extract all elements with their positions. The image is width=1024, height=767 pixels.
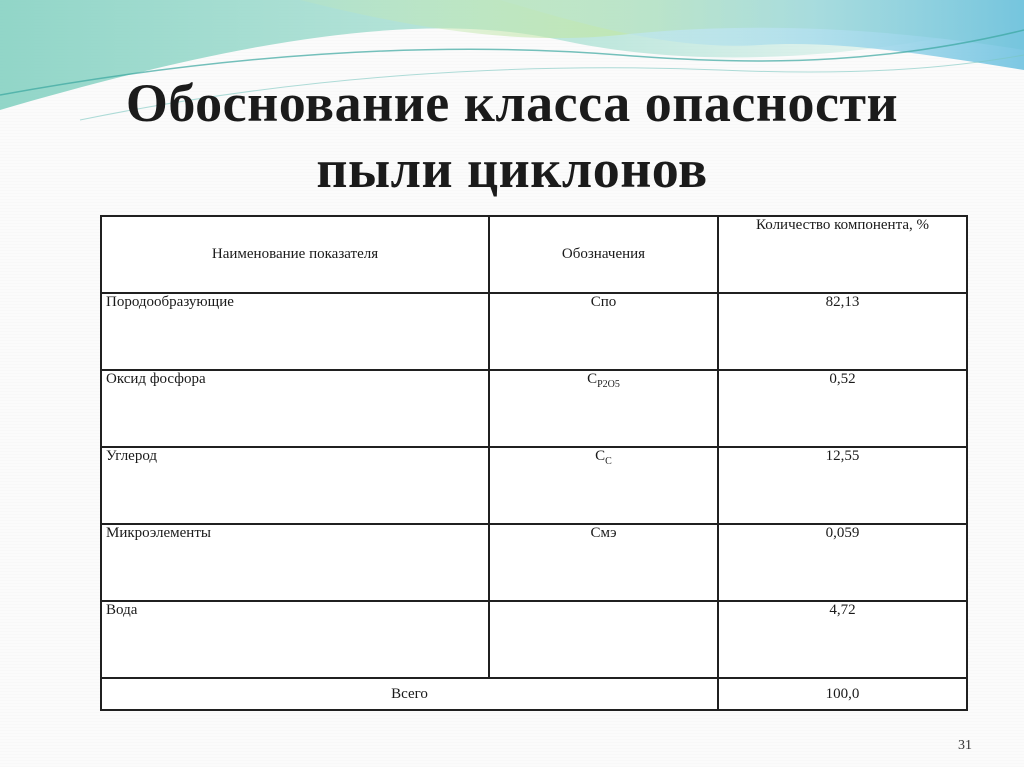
page-number: 31 (958, 738, 972, 753)
total-value: 100,0 (718, 678, 967, 710)
symbol-base: Спо (590, 294, 617, 310)
row-symbol (489, 293, 718, 370)
total-label: Всего (101, 678, 718, 710)
row-symbol (489, 524, 718, 601)
row-symbol (489, 447, 718, 524)
row-name: Породообразующие (101, 293, 489, 370)
table-row (101, 370, 967, 447)
row-amount: 82,13 (718, 293, 967, 370)
row-symbol (489, 601, 718, 678)
row-amount: 12,55 (718, 447, 967, 524)
row-name: Вода (101, 601, 489, 678)
row-name: Оксид фосфора (101, 370, 489, 447)
row-amount: 0,059 (718, 524, 967, 601)
table-total-row (101, 678, 967, 710)
row-amount: 4,72 (718, 601, 967, 678)
symbol-base: С (587, 371, 598, 387)
symbol-base: С (595, 448, 606, 464)
slide-title (0, 70, 1024, 202)
table-header-row (101, 216, 967, 293)
dust-composition-table (100, 215, 968, 711)
row-symbol (489, 370, 718, 447)
table-row (101, 447, 967, 524)
table-row (101, 524, 967, 601)
header-name: Наименование показателя (101, 216, 489, 293)
symbol-subscript: P2O5 (597, 379, 620, 390)
table-row (101, 293, 967, 370)
row-amount: 0,52 (718, 370, 967, 447)
header-amount: Количество компонента, % (718, 216, 967, 293)
row-name: Углерод (101, 447, 489, 524)
header-symbol: Обозначения (489, 216, 718, 293)
row-name: Микроэлементы (101, 524, 489, 601)
table-row (101, 601, 967, 678)
symbol-base: Смэ (590, 525, 617, 541)
title-line-2: пыли циклонов (316, 139, 708, 199)
title-line-1: Обоснование класса опасности (125, 73, 899, 133)
symbol-subscript: С (605, 456, 612, 467)
